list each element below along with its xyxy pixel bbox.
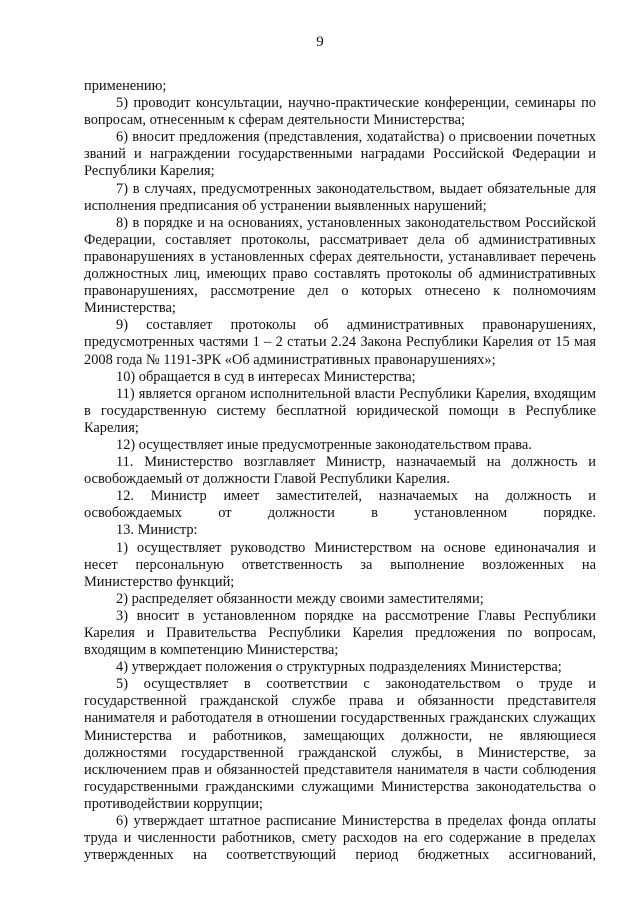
paragraph-minister-item-4: 4) утверждает положения о структурных подразделениях Министерства;: [116, 659, 562, 676]
paragraph-minister-item-2: 2) распределяет обязанности между своими заместителями;: [116, 590, 484, 607]
paragraph-item-12-other-rights: 12) осуществляет иные предусмотренные законодательством права.: [116, 436, 532, 453]
paragraph-item-8-protocols: 8) в порядке и на основаниях, установленных законодательством Российской Федерации, составляет протоколы, рассматривает дела об административных правонарушениях в установленных сферах деятельности, устанавливает перечень должностных лиц, имеющих право составлять протоколы об административных правонарушениях, рассмотрение дел о которых отнесено к полномочиям Министерства;: [84, 214, 596, 317]
paragraph-section-13-heading: 13. Министр:: [116, 522, 198, 539]
paragraph-minister-item-1: 1) осуществляет руководство Министерством на основе единоначалия и несет персональную ответственность за выполнение возложенных на Министерство функций;: [84, 539, 596, 590]
paragraph-item-9-protocols: 9) составляет протоколы об административных правонарушениях, предусмотренных частями 1 – 2 статьи 2.24 Закона Республики Карелия от 15 мая 2008 года № 1191-ЗРК «Об административных правонарушениях»;: [84, 317, 596, 368]
paragraph-item-5-consultations: 5) проводит консультации, научно-практические конференции, семинары по вопросам, отнесенным к сферам деятельности Министерства;: [84, 95, 596, 129]
paragraph-section-11-minister: 11. Министерство возглавляет Министр, назначаемый на должность и освобождаемый от должности Главой Республики Карелия.: [84, 454, 596, 488]
paragraph-minister-item-6: 6) утверждает штатное расписание Министерства в пределах фонда оплаты труда и численности работников, смету расходов на его содержание в пределах утвержденных на соответствующий период бюджетных ассигнований,: [84, 813, 596, 864]
page-number: 9: [316, 34, 324, 50]
paragraph-item-10-court: 10) обращается в суд в интересах Министерства;: [116, 368, 416, 385]
paragraph-minister-item-3: 3) вносит в установленном порядке на рассмотрение Главы Республики Карелия и Правительства Республики Карелия предложения по вопросам, входящим в компетенцию Министерства;: [84, 607, 596, 659]
paragraph-continuation: применению;: [84, 78, 167, 94]
paragraph-item-6-awards: 6) вносит предложения (представления, ходатайства) о присвоении почетных званий и награждении государственными наградами Российской Федерации и Республики Карелия;: [84, 129, 596, 180]
paragraph-item-11-legal-aid: 11) является органом исполнительной власти Республики Карелия, входящим в государственную систему бесплатной юридической помощи в Республике Карелия;: [84, 385, 596, 436]
paragraph-item-7-orders: 7) в случаях, предусмотренных законодательством, выдает обязательные для исполнения предписания об устранении выявленных нарушений;: [84, 180, 596, 214]
document-body: [84, 78, 596, 864]
paragraph-section-12-deputies: 12. Министр имеет заместителей, назначаемых на должность и освобождаемых от должности в установленном порядке.: [84, 488, 596, 522]
paragraph-minister-item-5: 5) осуществляет в соответствии с законодательством о труде и государственной гражданской службе права и обязанности представителя нанимателя и работодателя в отношении государственных гражданских служащих Министерства и работников, замещающих должности, не являющиеся должностями государственной гражданской службы, в Министерстве, за исключением прав и обязанностей представителя нанимателя в части соблюдения государственными гражданскими служащими Министерства законодательства о противодействии коррупции;: [84, 676, 596, 812]
